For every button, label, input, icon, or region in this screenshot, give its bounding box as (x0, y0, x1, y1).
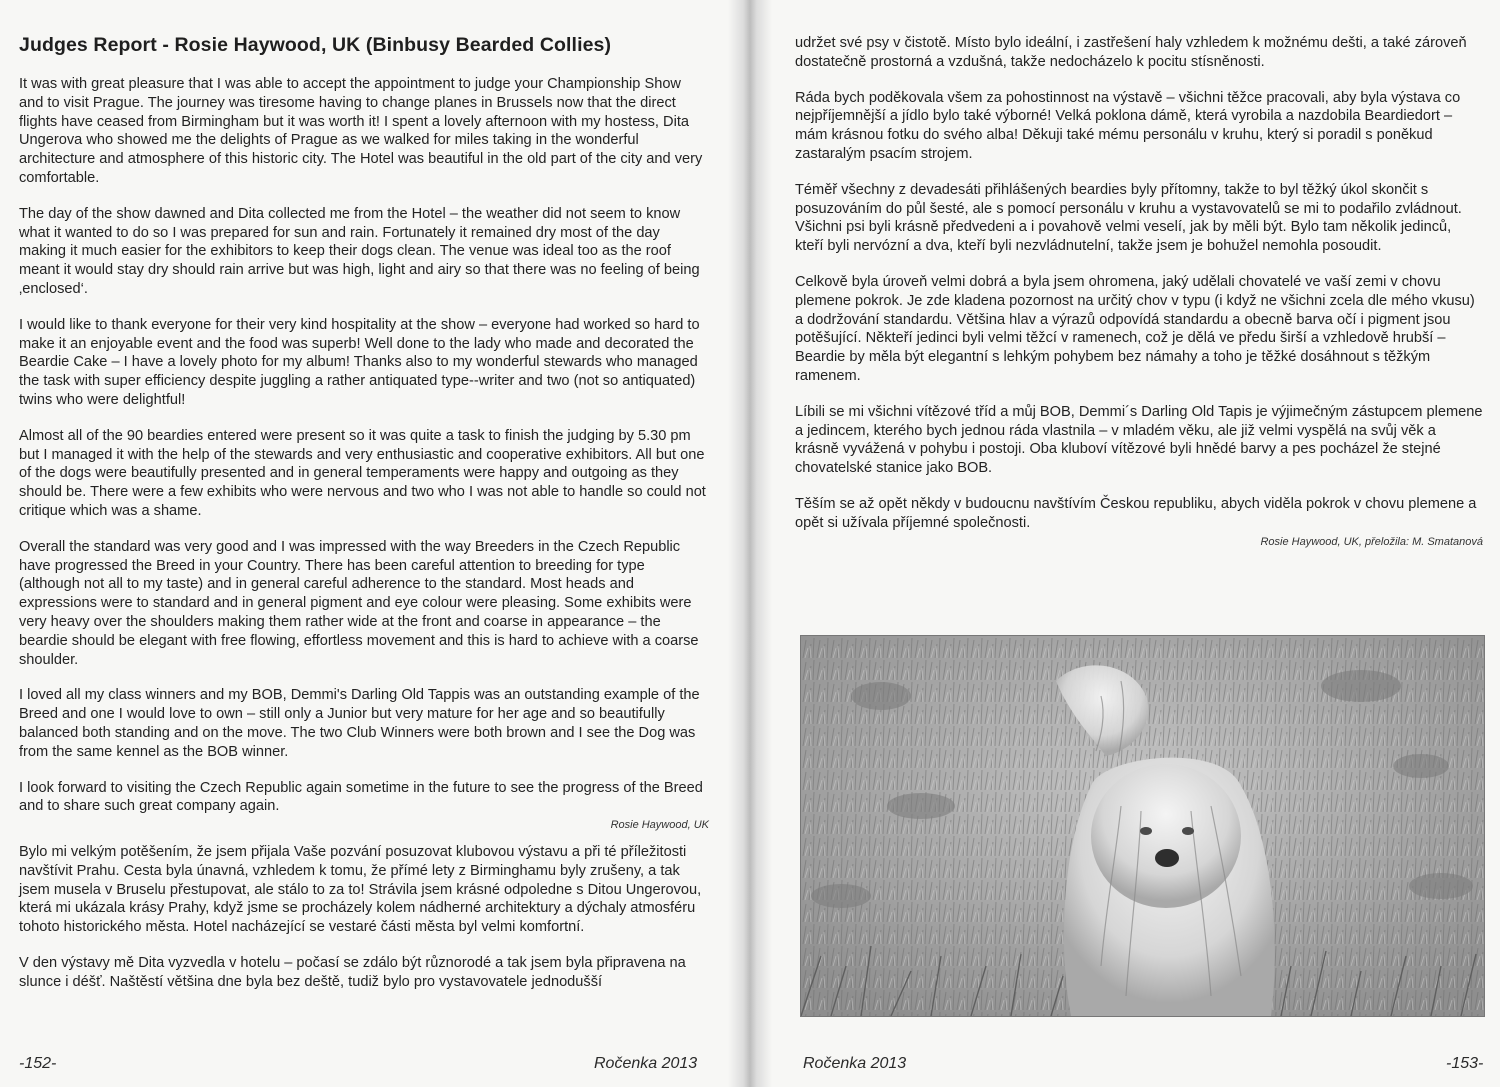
english-paragraph: Overall the standard was very good and I was impressed with the way Breeders in the Czech Republic have progressed the Breed in your Country. There has been careful attention to breeding for type (although not all to my taste) and in general careful adherence to the standard. Most heads and expressions were to standard and in general pigment and eye colour were pleasing. Some exhibits were very heavy over the shoulders making them rather wide at the front and coarse in appearance – the beardie should be elegant with free flowing, effortless movement and this is hard to achieve with a coarse shoulder. (19, 538, 699, 668)
bearded-collie-photo (800, 635, 1485, 1017)
article-title: Judges Report - Rosie Haywood, UK (Binbusy Bearded Collies) (19, 34, 612, 56)
english-paragraph: The day of the show dawned and Dita collected me from the Hotel – the weather did not seem to know what it wanted to do so I was prepared for sun and rain. Fortunately it remained dry most of the day making it much easier for the exhibitors to keep their dogs clean. The venue was ideal too as the roof meant it would stay dry should rain arrive but was high, light and airy so that there was no feeling of being ‚enclosed‘. (19, 205, 700, 297)
left-running-footer: Ročenka 2013 (594, 1055, 698, 1072)
english-paragraph: Almost all of the 90 beardies entered were present so it was quite a task to finish the judging by 5.30 pm but I managed it with the help of the stewards and very enthusiastic and cooperative exhibitors. All but one of the dogs were beautifully presented and in general temperaments were happy and outgoing as they should be. There were a few exhibits who were nervous and two who I was not able to handle so could not critique which was a shame. (19, 427, 706, 519)
dog-in-grass-illustration (801, 636, 1484, 1016)
czech-paragraph: Téměř všechny z devadesáti přihlášených beardies byly přítomny, takže to byl těžký úkol skončit s posuzováním do půl šesté, ale s pomocí personálu v kruhu a vystavovatelů se mi to podařilo zvládnout. Všichni psi byli krásně předvedeni a i povahově velmi veselí, jak by měli být. Bylo tam několik jedinců, kteří byli nervózní a dva, kteří byli nezvládnutelní, takže jsem je bohužel nemohla posoudit. (795, 181, 1462, 255)
english-paragraph: It was with great pleasure that I was able to accept the appointment to judge your Championship Show and to visit Prague. The journey was tiresome having to change planes in Brussels now that the direct flights have ceased from Birmingham but it was worth it! I spent a lovely afternoon with my hostess, Dita Ungerova who showed me the delights of Prague as we walked for miles taking in the wonderful architecture and atmosphere of this historic city. The Hotel was beautiful in the old part of the city and very comfortable. (19, 76, 703, 186)
czech-paragraph: V den výstavy mě Dita vyzvedla v hotelu – počasí se zdálo být různorodé a tak jsem byla připravena na slunce i déšť. Naštěstí většina dne byla bez deště, tudiž bylo pro vystavovatele jednodušší (19, 955, 686, 990)
left-page-number: -152- (19, 1055, 57, 1072)
page-gutter (728, 0, 772, 1087)
czech-paragraph: Líbili se mi všichni vítězové tříd a můj BOB, Demmi´s Darling Old Tapis je výjimečným zástupcem plemene a jedincem, kterého bych jednou ráda vlastnila – v mladém věku, ale již velmi vyspělá na svůj věk a krásně vyvážená v pohybu i postoji. Oba kluboví vítězové byli hnědé barvy a pes pocházel že stejné chovatelské stanice jako BOB. (795, 403, 1483, 477)
right-running-footer: Ročenka 2013 (803, 1055, 907, 1072)
right-page-number: -153- (1446, 1055, 1484, 1072)
english-paragraph: I would like to thank everyone for their very kind hospitality at the show – everyone had worked so hard to make it an enjoyable event and the food was superb! Well done to the lady who made and decorated the Beardie Cake – I have a lovely photo for my album! Thanks also to my wonderful stewards who managed the task with super efficiency despite juggling a rather antiquated type--writer and two (not so antiquated) twins who were delightful! (19, 316, 700, 408)
english-paragraph: I loved all my class winners and my BOB, Demmi's Darling Old Tappis was an outstanding example of the Breed and one I would love to own – still only a Junior but very mature for her age and so beautifully balanced both standing and on the move. The two Club Winners were both brown and I see the Dog was from the same kennel as the BOB winner. (19, 687, 700, 760)
czech-paragraph: Celkově byla úroveň velmi dobrá a byla jsem ohromena, jaký udělali chovatelé ve vaší zemi v chovu plemene pokrok. Je zde kladena pozornost na určitý chov v typu (i když ne všichni zcela dle mého vkusu) a dodržování standardu. Většina hlav a výrazů odpovídá standardu a obecně barva očí i pigment jsou potěšující. Někteří jedinci byli velmi těžcí v ramenech, což je dělá ve předu širší a vzhledově hrubší – Beardie by měla být elegantní s lehkým pohybem bez námahy a toho je těžké dosáhnout s těžkým ramenem. (795, 273, 1475, 384)
czech-signature: Rosie Haywood, UK, přeložila: M. Smatanová (1260, 535, 1483, 548)
czech-paragraph: udržet své psy v čistotě. Místo bylo ideální, i zastřešení haly vzhledem k možnému dešti, a také zároveň dostatečně prostorná a vzdušná, takže nedocházelo k pocitu stísněnosti. (795, 35, 1467, 70)
czech-paragraph: Ráda bych poděkovala všem za pohostinnost na výstavě – všichni těžce pracovali, aby byla výstava co nejpříjemnější a jídlo bylo také výborné! Velká poklona dámě, která vyrobila a nazdobila Beardiedort – mám krásnou fotku do svého alba! Děkuji také mému personálu v kruhu, který si poradil s poněkud zastaralým psacím strojem. (795, 89, 1461, 162)
left-page-column (19, 34, 709, 1009)
czech-paragraph: Těším se až opět někdy v budoucnu navštívím Českou republiku, abych viděla pokrok v chovu plemene a opět si užívala příjemné společnosti. (795, 495, 1477, 531)
czech-paragraph: Bylo mi velkým potěšením, že jsem přijala Vaše pozvání posuzovat klubovou výstavu a při té příležitosti navštívit Prahu. Cesta byla únavná, vzhledem k tomu, že přímé lety z Birminghamu byly zrušeny, a tak jsem musela v Bruselu přestupovat, ale stálo to za to! Strávila jsem krásné odpoledne s Ditou Ungerovou, která mi ukázala krásy Prahy, když jsme se procházely kolem nádherné architektury a dýchaly atmosféru tohoto historického města. Hotel nacházející se vestaré části města byl velmi komfortní. (19, 844, 702, 936)
english-paragraph: I look forward to visiting the Czech Republic again sometime in the future to see the progress of the Breed and to share such great company again. (19, 779, 703, 815)
english-signature: Rosie Haywood, UK (610, 819, 709, 832)
right-page-column (795, 34, 1483, 560)
